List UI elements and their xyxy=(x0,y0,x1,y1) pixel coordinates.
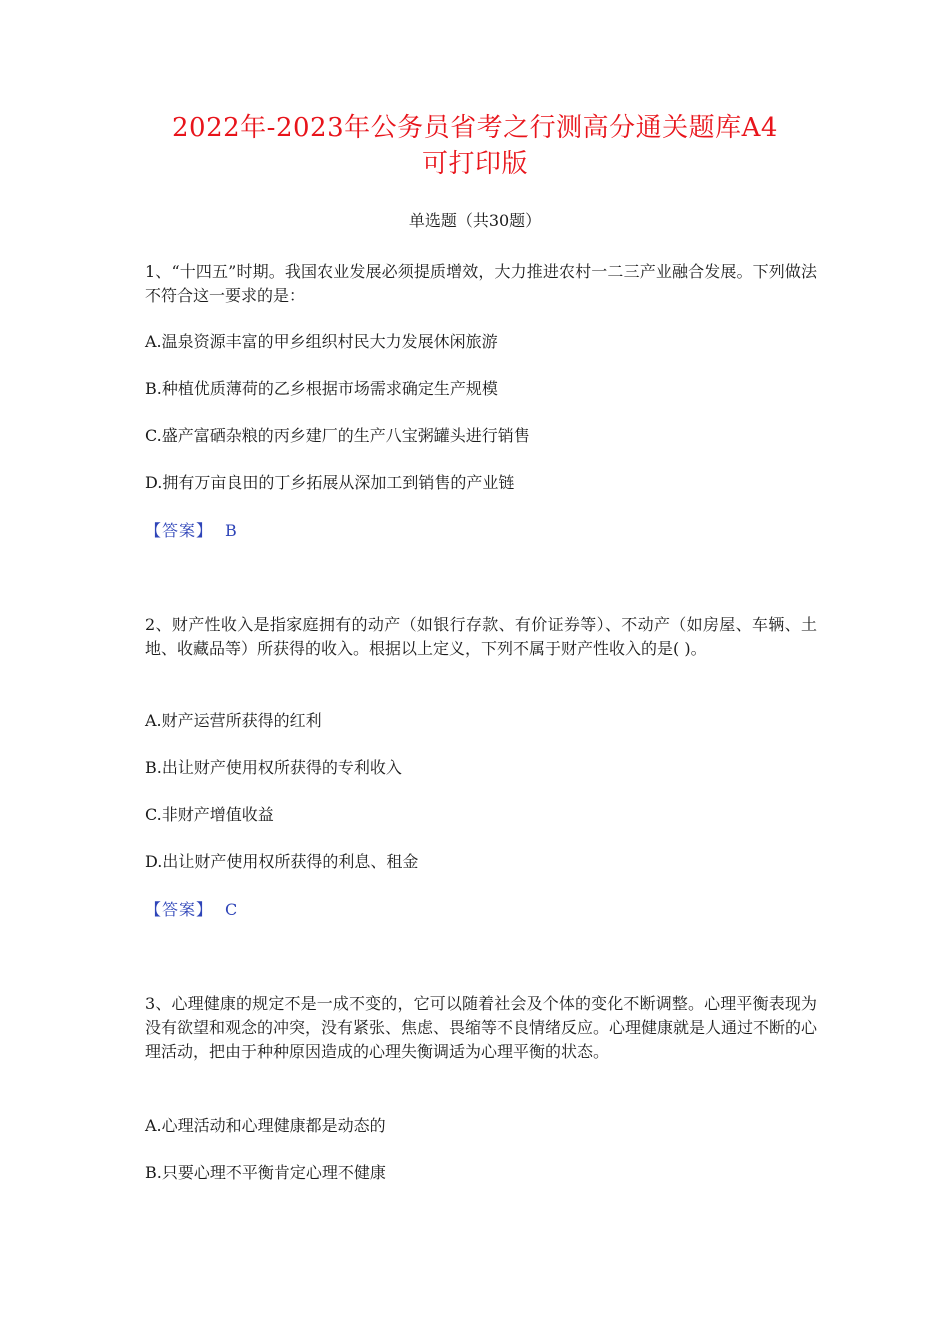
option-a: A.温泉资源丰富的甲乡组织村民大力发展休闲旅游 xyxy=(145,332,498,351)
option-c: C.非财产增值收益 xyxy=(145,805,274,824)
option-a: A.心理活动和心理健康都是动态的 xyxy=(145,1116,386,1135)
answer-value: C xyxy=(225,900,238,919)
answer-value: B xyxy=(225,521,237,540)
option-d: D.拥有万亩良田的丁乡拓展从深加工到销售的产业链 xyxy=(145,473,515,492)
answer-line xyxy=(145,899,237,921)
option-c: C.盛产富硒杂粮的丙乡建厂的生产八宝粥罐头进行销售 xyxy=(145,426,530,445)
question-stem: 1、“十四五”时期。我国农业发展必须提质增效，大力推进农村一二三产业融合发展。下列做法不符合这一要求的是： xyxy=(145,262,817,305)
answer-label: 【答案】 xyxy=(145,900,214,919)
title-line-2: 可打印版 xyxy=(421,149,528,179)
option-b: B.种植优质薄荷的乙乡根据市场需求确定生产规模 xyxy=(145,379,498,398)
question-stem: 2、财产性收入是指家庭拥有的动产（如银行存款、有价证券等）、不动产（如房屋、车辆、土地、收藏品等）所获得的收入。根据以上定义，下列不属于财产性收入的是( )。 xyxy=(145,615,817,658)
option-d: D.出让财产使用权所获得的利息、租金 xyxy=(145,852,419,871)
answer-line xyxy=(145,520,237,542)
section-heading: 单选题（共30题） xyxy=(408,211,542,230)
answer-label: 【答案】 xyxy=(145,521,214,540)
option-a: A.财产运营所获得的红利 xyxy=(145,711,322,730)
option-b: B.出让财产使用权所获得的专利收入 xyxy=(145,758,402,777)
title-line-1: 2022年-2023年公务员省考之行测高分通关题库A4 xyxy=(172,113,778,143)
document-title xyxy=(120,110,830,182)
option-b: B.只要心理不平衡肯定心理不健康 xyxy=(145,1163,386,1182)
question-stem: 3、心理健康的规定不是一成不变的，它可以随着社会及个体的变化不断调整。心理平衡表现为没有欲望和观念的冲突，没有紧张、焦虑、畏缩等不良情绪反应。心理健康就是人通过不断的心理活动，把由于种种原因造成的心理失衡调适为心理平衡的状态。 xyxy=(145,994,818,1061)
